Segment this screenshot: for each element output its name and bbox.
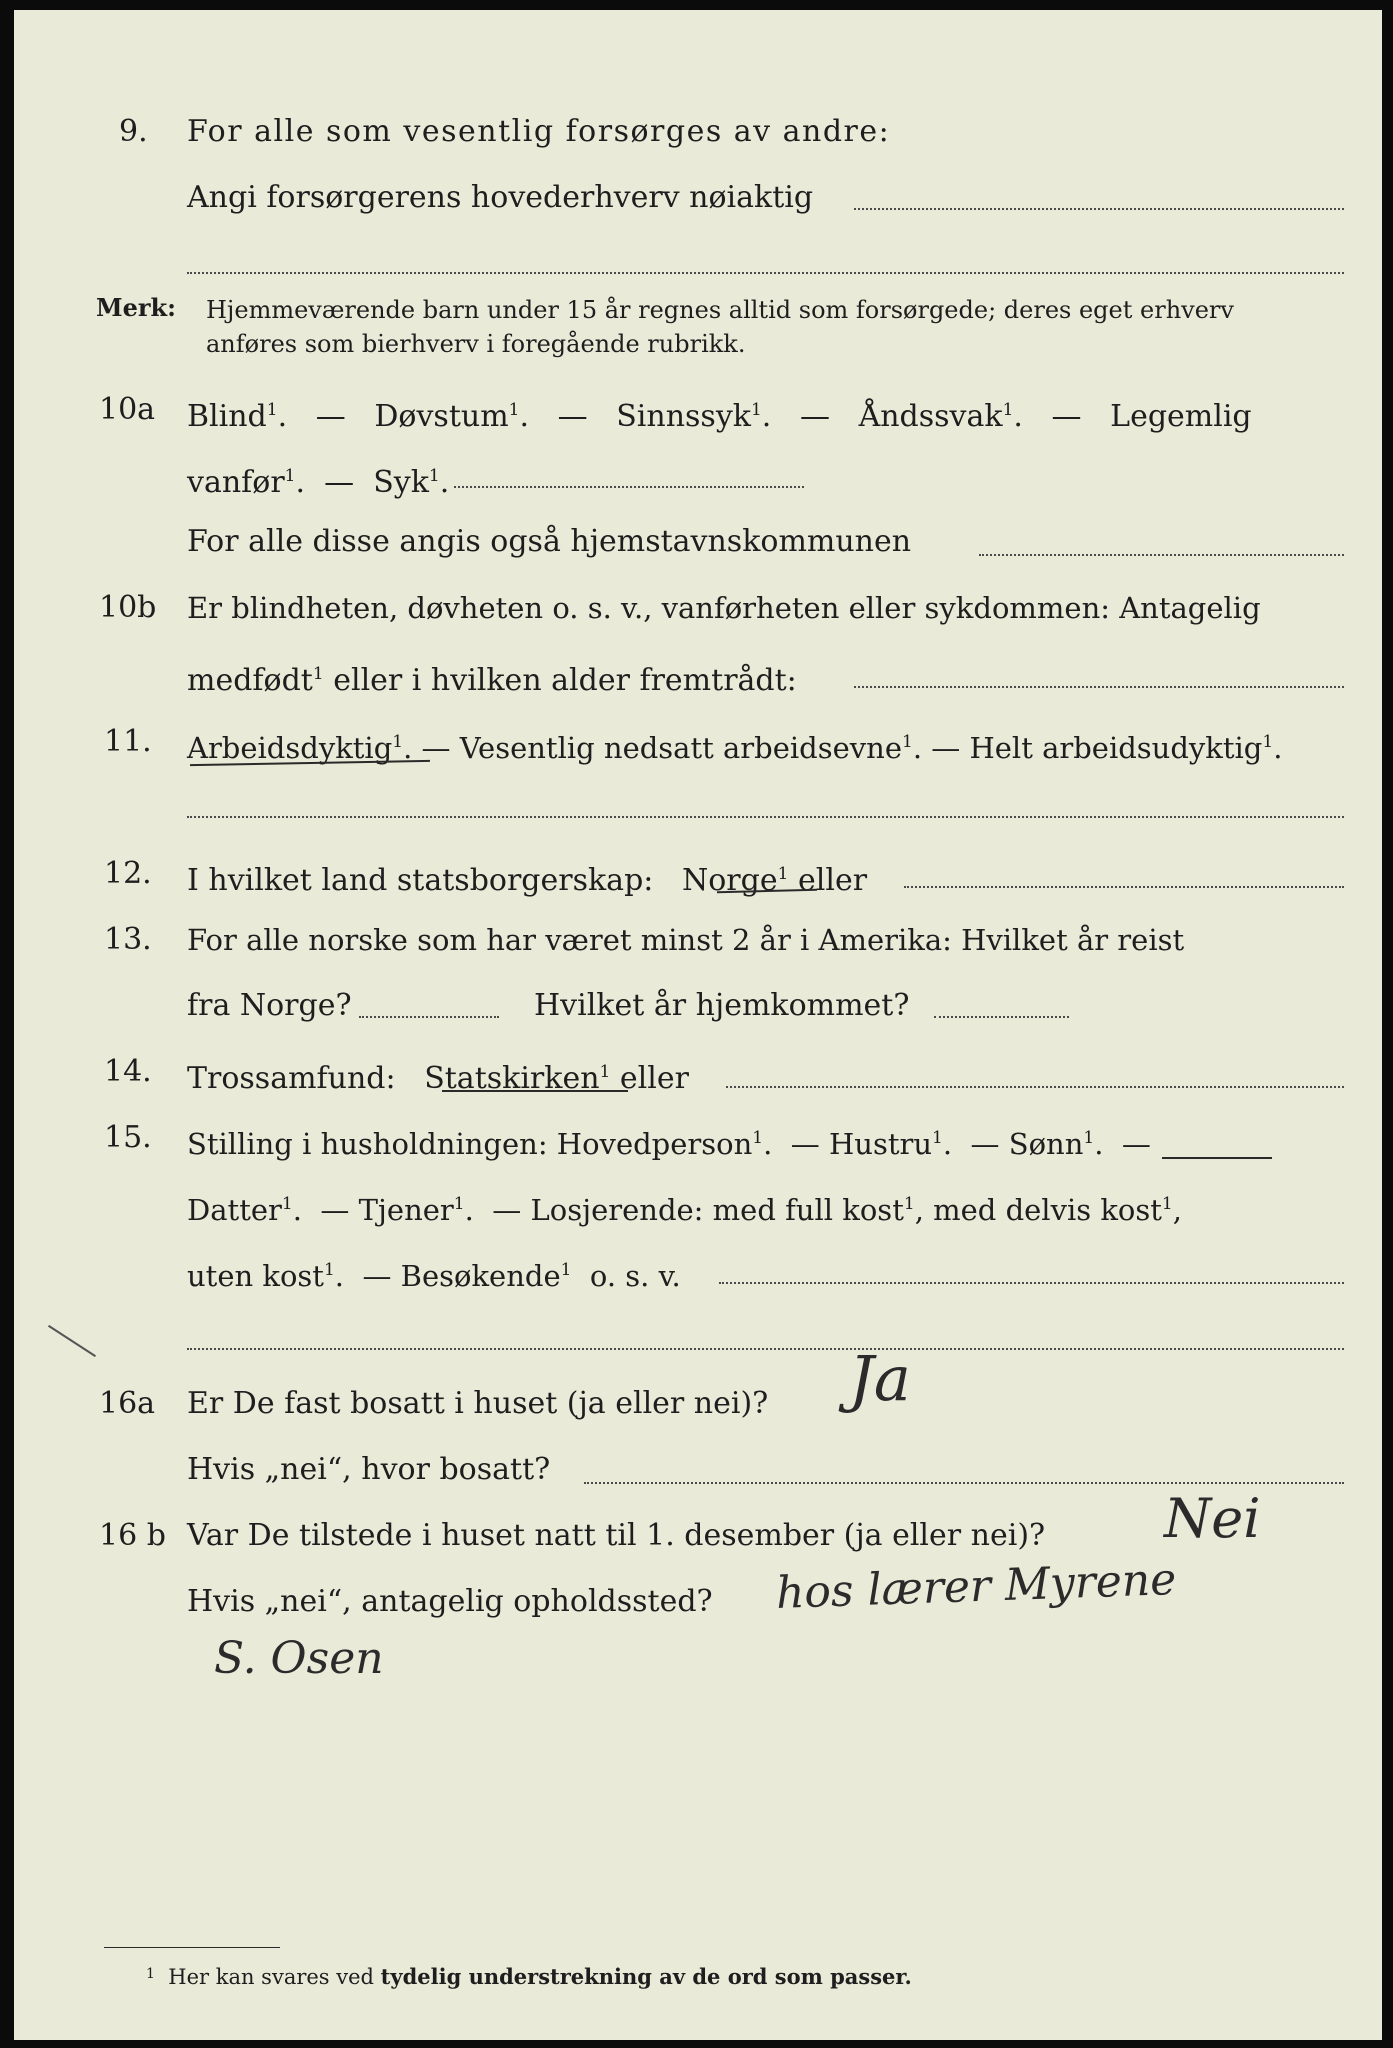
q11-answer-line xyxy=(187,816,1344,818)
q10a-dovstum: Døvstum xyxy=(374,399,509,434)
q12-line: I hvilket land statsborgerskap: Norge$^1$ eller xyxy=(187,863,868,898)
q15-answer-line xyxy=(719,1282,1344,1284)
q10a-syk: Syk xyxy=(373,465,429,500)
q14-line: Trossamfund: Statskirken$^1$ eller xyxy=(187,1061,689,1096)
q9-answer-line-2 xyxy=(187,272,1344,274)
q16b-line2: Hvis „nei“, antagelig opholdssted? xyxy=(187,1584,713,1619)
census-form-page xyxy=(14,10,1382,2040)
footnote-text: Her kan svares ved xyxy=(168,1965,381,1989)
q14-number: 14. xyxy=(104,1054,152,1089)
q12-number: 12. xyxy=(104,856,152,891)
q10a-blind: Blind xyxy=(187,399,267,434)
q15-line3: uten kost$^1$. — Besøkende$^1$ o. s. v. xyxy=(187,1259,681,1293)
stray-pen-mark xyxy=(48,1325,96,1357)
q15-underline-mark xyxy=(1162,1157,1272,1159)
q12-eller: eller xyxy=(798,863,868,898)
q10b-line2: medfødt$^1$ eller i hvilken alder fremtrådt: xyxy=(187,663,797,698)
q9-line2: Angi forsørgerens hovederhverv nøiaktig xyxy=(187,180,814,215)
q16b-handwritten-place-2: S. Osen xyxy=(214,1633,384,1684)
q16b-handwritten-answer: Nei xyxy=(1164,1487,1261,1550)
q10a-line2: vanfør$^1$. — Syk$^1$. xyxy=(187,465,450,500)
q10a-legemlig: Legemlig xyxy=(1110,399,1252,434)
q14-eller: eller xyxy=(619,1061,689,1096)
q11-number: 11. xyxy=(104,724,152,759)
footnote xyxy=(146,1960,912,1991)
q10a-number: 10a xyxy=(99,392,156,427)
q13-number: 13. xyxy=(104,922,152,957)
q13-reist-line xyxy=(359,1016,499,1018)
q14-underline-mark xyxy=(442,1090,628,1092)
q9-answer-line xyxy=(854,208,1344,210)
footnote-bold-text: tydelig understrekning av de ord som passer. xyxy=(380,1964,912,1989)
q16b-handwritten-place: hos lærer Myrene xyxy=(775,1554,1178,1619)
q9-line1: For alle som vesentlig forsørges av andre: xyxy=(187,114,891,149)
q16a-line1: Er De fast bosatt i huset (ja eller nei)? xyxy=(187,1386,769,1421)
q16b-number: 16 b xyxy=(99,1518,166,1553)
q10b-number: 10b xyxy=(99,590,157,625)
q10b-answer-line xyxy=(854,686,1344,688)
q15-sonn: — Sønn xyxy=(970,1127,1084,1161)
q15-answer-line-2 xyxy=(187,1348,1344,1350)
q11-udyktig: — Helt arbeidsudyktig xyxy=(931,731,1263,765)
q15-number: 15. xyxy=(104,1120,152,1155)
q11-arbeidsdyktig: Arbeidsdyktig xyxy=(187,731,393,765)
q13-hjem: Hvilket år hjemkommet? xyxy=(534,988,910,1023)
q13-hjem-line xyxy=(934,1016,1069,1018)
q10a-line1: Blind$^1$. — Døvstum$^1$. — Sinnssyk$^1$. — Åndssvak$^1$. — Legemlig xyxy=(187,399,1252,434)
q10a-andssvak: Åndssvak xyxy=(858,399,1003,434)
q10a-line3: For alle disse angis også hjemstavnskommunen xyxy=(187,524,912,559)
q10a-hjemstavn-line xyxy=(979,554,1344,556)
q16a-handwritten-answer: Ja xyxy=(849,1342,911,1415)
q9-number: 9. xyxy=(119,114,148,149)
q15-line2: Datter$^1$. — Tjener$^1$. — Losjerende: med full kost$^1$, med delvis kost$^1$, xyxy=(187,1193,1182,1227)
q13-line1: For alle norske som har været minst 2 år i Amerika: Hvilket år reist xyxy=(187,923,1185,957)
q14-text: Trossamfund: xyxy=(187,1061,396,1096)
footnote-mark: 1 xyxy=(146,1966,155,1982)
merk-label: Merk: xyxy=(96,293,176,322)
q10b-line1: Er blindheten, døvheten o. s. v., vanførheten eller sykdommen: Antagelig xyxy=(187,591,1261,625)
q13-fra: fra Norge? xyxy=(187,988,352,1023)
q10b-rest: eller i hvilken alder fremtrådt: xyxy=(333,663,797,698)
q10b-medfodt: medfødt xyxy=(187,663,313,698)
merk-line1: Hjemmeværende barn under 15 år regnes alltid som forsørgede; deres eget erhverv xyxy=(206,296,1234,324)
q14-answer-line xyxy=(726,1086,1344,1088)
q15-line1: Stilling i husholdningen: Hovedperson$^1$. — Hustru$^1$. — Sønn$^1$. — xyxy=(187,1127,1151,1161)
q10a-syk-line xyxy=(454,486,804,488)
q16a-number: 16a xyxy=(99,1386,156,1421)
q16a-line2: Hvis „nei“, hvor bosatt? xyxy=(187,1452,551,1487)
q10a-vanfor: vanfør xyxy=(187,465,285,500)
q11-line: Arbeidsdyktig$^1$. — Vesentlig nedsatt arbeidsevne$^1$. — Helt arbeidsudyktig$^1$. xyxy=(187,731,1283,765)
q16b-line1: Var De tilstede i huset natt til 1. desember (ja eller nei)? xyxy=(187,1518,1046,1553)
footnote-rule xyxy=(104,1947,280,1948)
q16a-answer-line xyxy=(584,1482,1344,1484)
q12-norge: Norge xyxy=(682,863,778,898)
q12-answer-line xyxy=(904,886,1344,888)
merk-line2: anføres som bierhverv i foregående rubrikk. xyxy=(206,330,746,358)
q10a-sinnssyk: Sinnssyk xyxy=(616,399,751,434)
q11-nedsatt: — Vesentlig nedsatt arbeidsevne xyxy=(421,731,902,765)
q14-statskirken: Statskirken xyxy=(424,1061,600,1096)
q12-text: I hvilket land statsborgerskap: xyxy=(187,863,654,898)
